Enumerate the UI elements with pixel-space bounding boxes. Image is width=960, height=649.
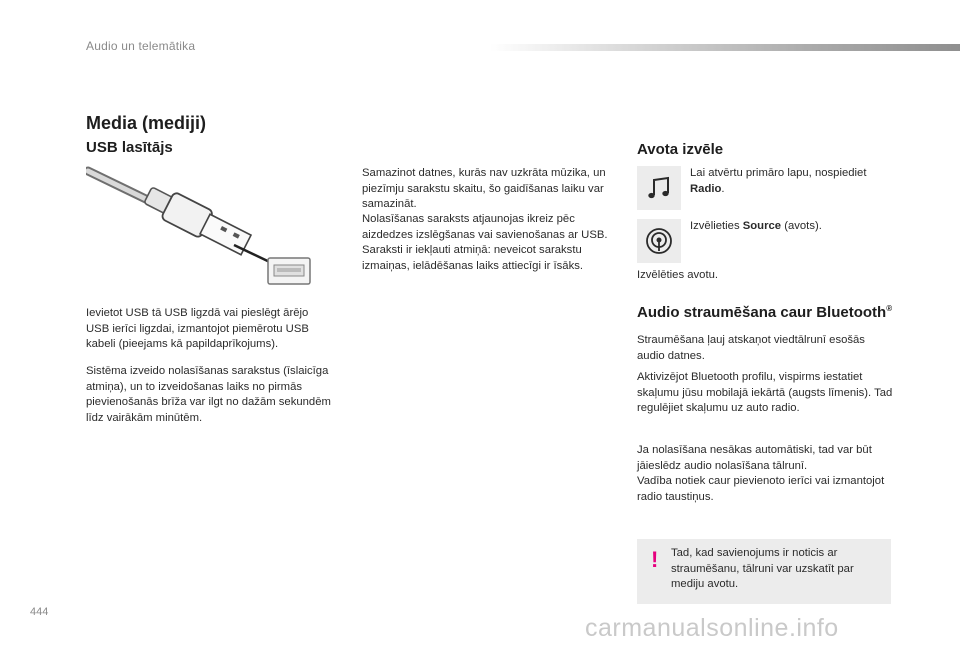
watermark: carmanualsonline.info bbox=[585, 614, 839, 642]
source-heading: Avota izvēle bbox=[637, 141, 724, 158]
page-number: 444 bbox=[30, 606, 49, 618]
music-note-icon bbox=[644, 173, 674, 203]
radio-button-icon-box bbox=[637, 166, 681, 210]
usb-para-4: Nolasīšanas saraksts atjaunojas ikreiz pēc aizdedzes izslēgšanas vai savienošanas ar USB. Saraksti ir iekļauti atmiņā: neveicot sarakstu izmaiņas, ielādēšanas laiks attiecīgi ir īsāks. bbox=[362, 213, 608, 272]
usb-cable-illustration bbox=[86, 165, 316, 295]
source-summary: Izvēlēties avotu. bbox=[637, 269, 719, 281]
usb-para-1: Ievietot USB tā USB ligzdā vai pieslēgt ārējo USB ierīci ligzdai, izmantojot piemērotu USB kabeli (pieejams kā papildaprīkojums). bbox=[86, 307, 309, 350]
usb-para-3: Samazinot datnes, kurās nav uzkrāta mūzika, un piezīmju sarakstu skaitu, šo gaidīšanas laiku var samazināt. bbox=[362, 167, 606, 210]
source-step-1: Lai atvērtu primāro lapu, nospiediet Radio. bbox=[690, 167, 867, 195]
warning-icon: ! bbox=[651, 547, 659, 572]
bluetooth-para-2: Aktivizējot Bluetooth profilu, vispirms iestatiet skaļumu jūsu mobilajā iekārtā (augsts līmenis). Tad regulējiet skaļumu uz auto radio. bbox=[637, 371, 893, 414]
bluetooth-para-1: Straumēšana ļauj atskaņot viedtālrunī esošās audio datnes. bbox=[637, 334, 865, 362]
source-button-icon-box bbox=[637, 219, 681, 263]
usb-heading: USB lasītājs bbox=[86, 139, 173, 156]
bluetooth-para-3: Ja nolasīšana nesākas automātiski, tad var būt jāieslēdz audio nolasīšana tālrunī. bbox=[637, 444, 872, 472]
usb-plug-icon bbox=[86, 165, 316, 295]
page-title: Media (mediji) bbox=[86, 113, 207, 133]
source-icon bbox=[644, 226, 674, 256]
header-bar bbox=[490, 44, 960, 51]
usb-para-2: Sistēma izveido nolasīšanas sarakstus (īslaicīga atmiņa), un to izveidošanas laiks no pirmās pievienošanās brīža var ilgt no dažām sekundēm līdz vairākām minūtēm. bbox=[86, 365, 331, 424]
bluetooth-heading: Audio straumēšana caur Bluetooth® bbox=[637, 304, 893, 321]
source-step-2: Izvēlieties Source (avots). bbox=[690, 220, 822, 232]
bluetooth-para-4: Vadība notiek caur pievienoto ierīci vai izmantojot radio taustiņus. bbox=[637, 475, 885, 503]
note-text: Tad, kad savienojums ir noticis ar straumēšanu, tālruni var uzskatīt par mediju avotu. bbox=[671, 547, 854, 590]
section-header: Audio un telemātika bbox=[86, 39, 196, 53]
